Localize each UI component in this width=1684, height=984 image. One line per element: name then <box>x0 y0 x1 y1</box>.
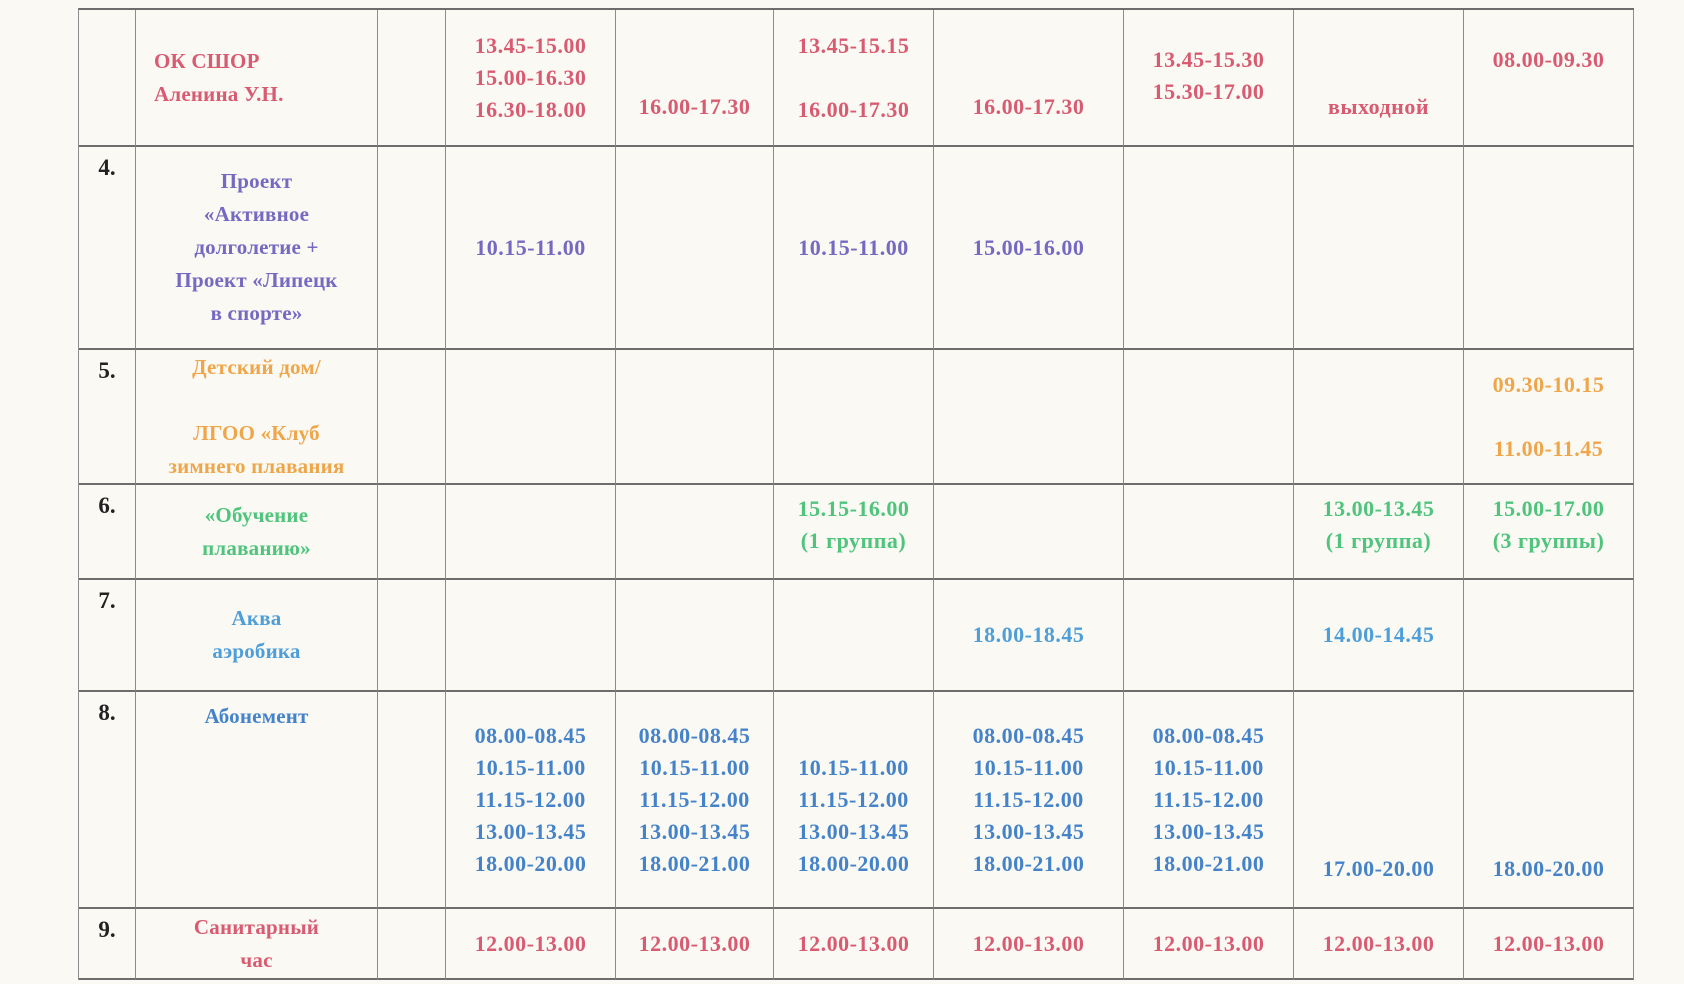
schedule-cell <box>446 485 616 580</box>
schedule-cell <box>934 350 1124 485</box>
activity-name-cell <box>136 692 378 909</box>
time-slot: выходной <box>1327 94 1430 119</box>
time-slot: 11.15-12.00 <box>639 786 750 812</box>
schedule-cell <box>1124 10 1294 147</box>
activity-name-line: Аква <box>231 606 282 630</box>
schedule-cell <box>1464 580 1634 692</box>
time-slot: 10.15-11.00 <box>973 754 1084 780</box>
time-slot: 16.00-17.30 <box>797 96 910 122</box>
time-slot: 10.15-11.00 <box>639 754 750 780</box>
schedule-cell <box>616 692 774 909</box>
schedule-cell <box>616 350 774 485</box>
activity-name-line: Абонемент <box>204 704 309 728</box>
table-row <box>79 580 1634 692</box>
time-slot: 13.00-13.45 <box>797 818 910 844</box>
time-slot: 17.00-20.00 <box>1322 856 1435 881</box>
schedule-cell <box>1464 350 1634 485</box>
time-slot: 10.15-11.00 <box>1153 754 1264 780</box>
spacer-cell <box>378 147 446 350</box>
activity-name-cell <box>136 350 378 485</box>
time-slot: 15.30-17.00 <box>1152 79 1265 104</box>
schedule-cell <box>446 147 616 350</box>
activity-name-line: зимнего плавания <box>168 453 345 478</box>
schedule-cell <box>446 692 616 909</box>
schedule-cell <box>1124 909 1294 980</box>
time-slot: 08.00-08.45 <box>474 722 587 748</box>
schedule-cell <box>1124 692 1294 909</box>
schedule-cell <box>774 909 934 980</box>
time-slot: 13.00-13.45 <box>1322 496 1435 521</box>
activity-name-line: ЛГОО «Клуб <box>193 420 320 445</box>
time-slot: (3 группы) <box>1492 528 1605 553</box>
time-slot: 13.00-13.45 <box>638 818 751 844</box>
time-slot: 14.00-14.45 <box>1322 622 1435 647</box>
schedule-cell <box>1294 147 1464 350</box>
table-row <box>79 147 1634 350</box>
activity-name-line: «Активное <box>203 202 310 226</box>
time-slot: 15.00-16.00 <box>972 234 1085 260</box>
activity-name-cell <box>136 909 378 980</box>
time-slot: 08.00-08.45 <box>638 722 751 748</box>
schedule-cell <box>774 580 934 692</box>
schedule-cell <box>616 580 774 692</box>
activity-name-line: аэробика <box>212 639 301 663</box>
time-slot: 13.00-13.45 <box>474 818 587 844</box>
activity-name-cell <box>136 10 378 147</box>
schedule-cell <box>1294 485 1464 580</box>
schedule-cell <box>446 580 616 692</box>
spacer-cell <box>378 350 446 485</box>
table-row <box>79 909 1634 980</box>
schedule-cell <box>934 909 1124 980</box>
activity-name-line: час <box>240 947 273 972</box>
schedule-cell <box>1124 350 1294 485</box>
time-slot: 18.00-20.00 <box>1492 856 1605 881</box>
time-slot: 16.00-17.30 <box>638 94 751 119</box>
schedule-cell <box>1464 10 1634 147</box>
activity-name-line: Проект <box>220 169 293 193</box>
time-slot: 11.15-12.00 <box>475 786 586 812</box>
schedule-cell <box>1464 147 1634 350</box>
schedule-table <box>78 8 1634 980</box>
time-slot: 18.00-20.00 <box>797 850 910 876</box>
row-number: 7. <box>98 588 116 613</box>
schedule-cell <box>1124 147 1294 350</box>
time-slot: 10.15-11.00 <box>798 234 909 260</box>
time-slot: 12.00-13.00 <box>1152 930 1265 956</box>
schedule-cell <box>934 580 1124 692</box>
row-number: 8. <box>98 700 116 725</box>
time-slot: 16.30-18.00 <box>474 96 587 122</box>
time-slot: 11.00-11.45 <box>1493 435 1604 461</box>
schedule-cell <box>1294 580 1464 692</box>
time-slot: 18.00-21.00 <box>1152 850 1265 876</box>
schedule-cell <box>616 147 774 350</box>
row-number-cell <box>79 10 136 147</box>
time-slot: 12.00-13.00 <box>474 930 587 956</box>
row-number: 6. <box>98 493 116 518</box>
activity-name-cell <box>136 485 378 580</box>
activity-name-line: Аленина У.Н. <box>154 81 284 106</box>
activity-name-line: долголетие + <box>194 235 319 259</box>
activity-name-line: ОК СШОР <box>154 48 260 73</box>
time-slot: 18.00-20.00 <box>474 850 587 876</box>
activity-name-line: плаванию» <box>202 535 311 560</box>
schedule-cell <box>1294 909 1464 980</box>
time-slot: (1 группа) <box>800 528 907 553</box>
schedule-cell <box>446 909 616 980</box>
time-slot: 11.15-12.00 <box>798 786 909 812</box>
schedule-cell <box>934 692 1124 909</box>
schedule-cell <box>934 485 1124 580</box>
time-slot: 13.45-15.00 <box>474 32 587 58</box>
time-slot: 09.30-10.15 <box>1492 371 1605 397</box>
time-slot: 12.00-13.00 <box>797 930 910 956</box>
spacer-cell <box>378 485 446 580</box>
time-slot: 15.00-16.30 <box>474 64 587 90</box>
row-number-cell <box>79 692 136 909</box>
time-slot: 18.00-21.00 <box>638 850 751 876</box>
activity-name-line: Санитарный <box>193 914 320 939</box>
time-slot: 12.00-13.00 <box>972 930 1085 956</box>
time-slot: 11.15-12.00 <box>973 786 1084 812</box>
time-slot: 12.00-13.00 <box>1322 930 1435 956</box>
row-number: 4. <box>98 155 116 180</box>
time-slot: 15.15-16.00 <box>797 496 910 521</box>
schedule-cell <box>1464 909 1634 980</box>
schedule-cell <box>934 147 1124 350</box>
schedule-cell <box>1294 10 1464 147</box>
schedule-cell <box>774 350 934 485</box>
time-slot: 18.00-21.00 <box>972 850 1085 876</box>
activity-name-cell <box>136 147 378 350</box>
schedule-cell <box>1464 485 1634 580</box>
spacer-cell <box>378 692 446 909</box>
time-slot: 16.00-17.30 <box>972 94 1085 119</box>
schedule-cell <box>616 909 774 980</box>
row-number-cell <box>79 485 136 580</box>
schedule-cell <box>1464 692 1634 909</box>
table-row <box>79 692 1634 909</box>
schedule-cell <box>1294 350 1464 485</box>
schedule-cell <box>446 350 616 485</box>
activity-name-line: Детский дом/ <box>192 354 321 379</box>
spacer-cell <box>378 580 446 692</box>
row-number-cell <box>79 350 136 485</box>
schedule-cell <box>616 485 774 580</box>
row-number: 5. <box>98 358 116 383</box>
time-slot: 08.00-09.30 <box>1492 47 1605 72</box>
row-number-cell <box>79 909 136 980</box>
time-slot: 12.00-13.00 <box>638 930 751 956</box>
activity-name-line: «Обучение <box>204 502 309 527</box>
time-slot: 08.00-08.45 <box>1152 722 1265 748</box>
schedule-cell <box>616 10 774 147</box>
activity-name-cell <box>136 580 378 692</box>
activity-name-line: в спорте» <box>210 301 303 325</box>
row-number-cell <box>79 580 136 692</box>
time-slot: 15.00-17.00 <box>1492 496 1605 521</box>
row-number: 9. <box>98 917 116 942</box>
activity-name-line: Проект «Липецк <box>175 268 338 292</box>
time-slot: 10.15-11.00 <box>798 754 909 780</box>
schedule-cell <box>446 10 616 147</box>
schedule-cell <box>774 147 934 350</box>
time-slot: 13.00-13.45 <box>972 818 1085 844</box>
time-slot: 18.00-18.45 <box>972 622 1085 647</box>
schedule-cell <box>774 485 934 580</box>
time-slot: 13.45-15.15 <box>797 32 910 58</box>
time-slot: (1 группа) <box>1325 528 1432 553</box>
spacer-cell <box>378 10 446 147</box>
row-number-cell <box>79 147 136 350</box>
time-slot: 10.15-11.00 <box>475 754 586 780</box>
schedule-cell <box>1294 692 1464 909</box>
schedule-cell <box>774 692 934 909</box>
schedule-cell <box>1124 485 1294 580</box>
time-slot: 13.00-13.45 <box>1152 818 1265 844</box>
time-slot: 13.45-15.30 <box>1152 47 1265 72</box>
time-slot: 10.15-11.00 <box>475 234 586 260</box>
time-slot: 11.15-12.00 <box>1153 786 1264 812</box>
schedule-cell <box>934 10 1124 147</box>
schedule-cell <box>1124 580 1294 692</box>
spacer-cell <box>378 909 446 980</box>
table-row <box>79 485 1634 580</box>
time-slot: 12.00-13.00 <box>1492 930 1605 956</box>
schedule-cell <box>774 10 934 147</box>
table-row <box>79 350 1634 485</box>
table-row <box>79 10 1634 147</box>
time-slot: 08.00-08.45 <box>972 722 1085 748</box>
